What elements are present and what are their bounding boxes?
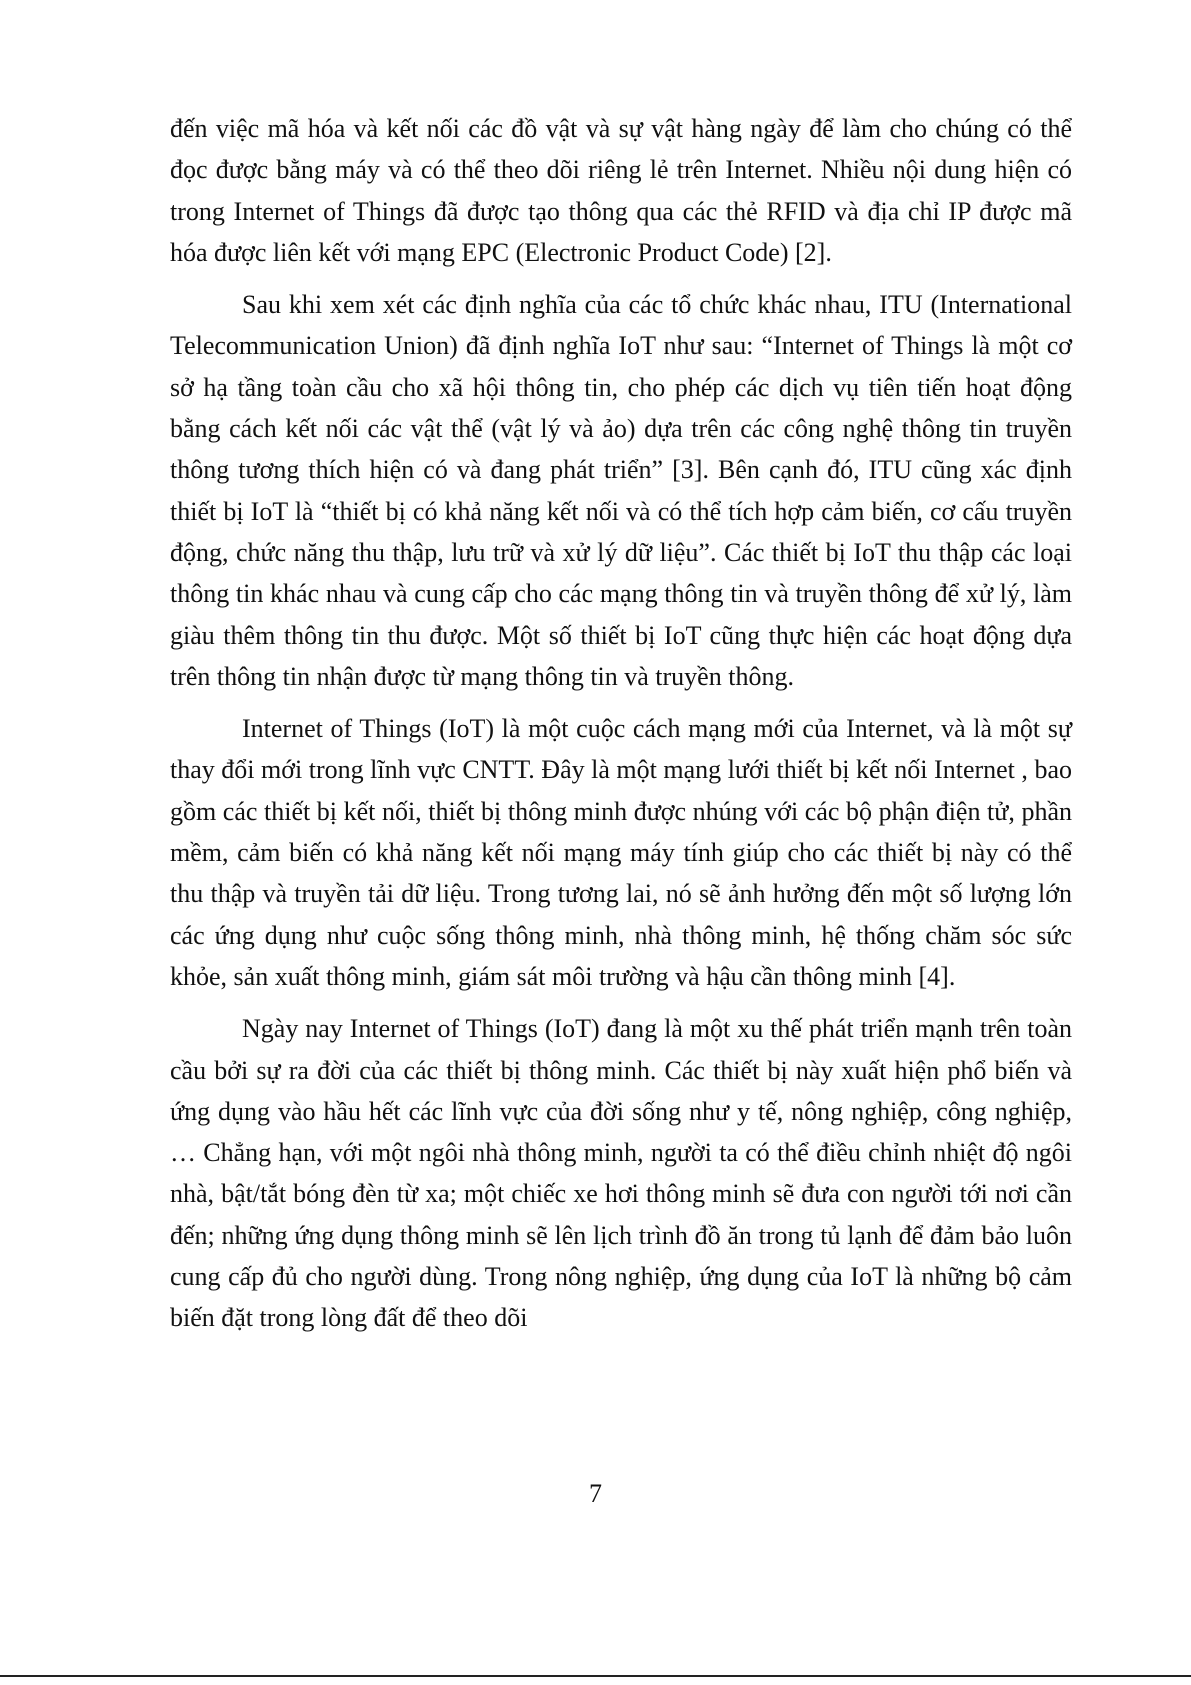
paragraph-iot-epc: đến việc mã hóa và kết nối các đồ vật và sự vật hàng ngày để làm cho chúng có thể đọc được bằng máy và có thể theo dõi riêng lẻ trên Internet. Nhiều nội dung hiện có trong Internet of Things đã được tạo thông qua các thẻ RFID và địa chỉ IP được mã hóa được liên kết với mạng EPC (Electronic Product Code) [2]. (170, 114, 1072, 267)
page-body (170, 108, 1072, 1350)
paragraph-itu-definition: Sau khi xem xét các định nghĩa của các tổ chức khác nhau, ITU (International Telecommunication Union) đã định nghĩa IoT như sau: “Internet of Things là một cơ sở hạ tầng toàn cầu cho xã hội thông tin, cho phép các dịch vụ tiên tiến hoạt động bằng cách kết nối các vật thể (vật lý và ảo) dựa trên các công nghệ thông tin truyền thông tương thích hiện có và đang phát triển” [3]. Bên cạnh đó, ITU cũng xác định thiết bị IoT là “thiết bị có khả năng kết nối và có thể tích hợp cảm biến, cơ cấu truyền động, chức năng thu thập, lưu trữ và xử lý dữ liệu”. Các thiết bị IoT thu thập các loại thông tin khác nhau và cung cấp cho các mạng thông tin và truyền thông để xử lý, làm giàu thêm thông tin thu được. Một số thiết bị IoT cũng thực hiện các hoạt động dựa trên thông tin nhận được từ mạng thông tin và truyền thông. (170, 290, 1072, 691)
page-number: 7 (589, 1479, 602, 1508)
page-bottom-rule (0, 1675, 1191, 1677)
paragraph-iot-revolution: Internet of Things (IoT) là một cuộc cách mạng mới của Internet, và là một sự thay đổi mới trong lĩnh vực CNTT. Đây là một mạng lưới thiết bị kết nối Internet , bao gồm các thiết bị kết nối, thiết bị thông minh được nhúng với các bộ phận điện tử, phần mềm, cảm biến có khả năng kết nối mạng máy tính giúp cho các thiết bị này có thể thu thập và truyền tải dữ liệu. Trong tương lai, nó sẽ ảnh hưởng đến một số lượng lớn các ứng dụng như cuộc sống thông minh, nhà thông minh, hệ thống chăm sóc sức khỏe, sản xuất thông minh, giám sát môi trường và hậu cần thông minh [4]. (170, 714, 1072, 991)
paragraph-iot-trend: Ngày nay Internet of Things (IoT) đang là một xu thế phát triển mạnh trên toàn cầu bởi sự ra đời của các thiết bị thông minh. Các thiết bị này xuất hiện phổ biến và ứng dụng vào hầu hết các lĩnh vực của đời sống như y tế, nông nghiệp, công nghiệp, … Chẳng hạn, với một ngôi nhà thông minh, người ta có thể điều chỉnh nhiệt độ ngôi nhà, bật/tắt bóng đèn từ xa; một chiếc xe hơi thông minh sẽ đưa con người tới nơi cần đến; những ứng dụng thông minh sẽ lên lịch trình đồ ăn trong tủ lạnh để đảm bảo luôn cung cấp đủ cho người dùng. Trong nông nghiệp, ứng dụng của IoT là những bộ cảm biến đặt trong lòng đất để theo dõi (170, 1014, 1072, 1333)
